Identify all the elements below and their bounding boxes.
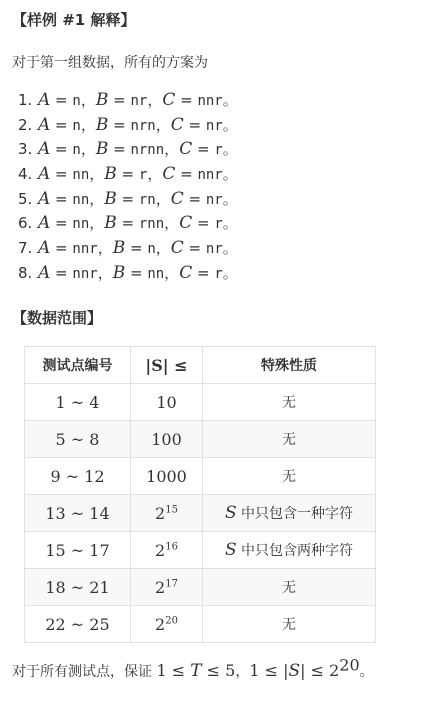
cell-cases: 5 ~ 8 xyxy=(25,421,131,458)
table-header-row xyxy=(25,347,376,384)
cell-limit: $2^{16}$ xyxy=(131,532,203,569)
list-item-number: 5. xyxy=(18,189,33,208)
scheme-a: nn xyxy=(72,167,90,184)
cell-limit: 100 xyxy=(131,421,203,458)
scheme-c: r xyxy=(214,216,223,233)
list-item: 2. A = n，B = nrn，C = nr。 xyxy=(18,113,238,138)
cell-limit: 10 xyxy=(131,384,203,421)
scheme-a: nnr xyxy=(72,265,98,282)
scheme-c: nr xyxy=(205,191,223,208)
cell-property: S 中只包含两种字符 xyxy=(203,532,376,569)
scheme-c: r xyxy=(214,265,223,282)
scheme-c: nr xyxy=(205,117,223,134)
scheme-b: rnn xyxy=(138,216,165,233)
cell-limit: 1000 xyxy=(131,458,203,495)
list-item: 5. A = nn，B = rn，C = nr。 xyxy=(18,187,238,212)
sample-intro-text: 对于第一组数据，所有的方案为 xyxy=(12,55,208,71)
cell-property: 无 xyxy=(203,421,376,458)
header-size-limit: |S| ≤ xyxy=(131,347,203,384)
cell-property: S 中只包含一种字符 xyxy=(203,495,376,532)
data-range-heading: 【数据范围】 xyxy=(12,309,103,327)
scheme-c: nr xyxy=(205,241,223,258)
header-test-case: 测试点编号 xyxy=(25,347,131,384)
list-item: 4. A = nn，B = r，C = nnr。 xyxy=(18,162,238,187)
table-row xyxy=(25,606,376,643)
cell-cases: 22 ~ 25 xyxy=(25,606,131,643)
table-row xyxy=(25,532,376,569)
list-item-number: 8. xyxy=(18,263,33,282)
list-item: 8. A = nnr，B = nn，C = r。 xyxy=(18,261,238,286)
list-item-number: 4. xyxy=(18,165,33,184)
constraint-text: 对于所有测试点，保证 1 ≤ T ≤ 5，$1 \le |S| \le 2^{20}$。 xyxy=(12,655,374,681)
table-row xyxy=(25,495,376,532)
list-item-number: 1. xyxy=(18,91,33,109)
data-range-table xyxy=(24,346,376,643)
table-row xyxy=(25,421,376,458)
scheme-a: n xyxy=(72,142,81,159)
list-item-number: 6. xyxy=(18,214,33,233)
scheme-b: nrnn xyxy=(130,142,165,159)
cell-property: 无 xyxy=(203,458,376,495)
table-row xyxy=(25,384,376,421)
list-item: 6. A = nn，B = rnn，C = r。 xyxy=(18,211,238,236)
table-row xyxy=(25,458,376,495)
list-item: 3. A = n，B = nrnn，C = r。 xyxy=(18,137,238,162)
cell-cases: 18 ~ 21 xyxy=(25,569,131,606)
scheme-b: nn xyxy=(147,265,165,282)
scheme-b: rn xyxy=(138,191,156,208)
scheme-list xyxy=(18,88,238,286)
cell-cases: 1 ~ 4 xyxy=(25,384,131,421)
list-item: 7. A = nnr，B = n，C = nr。 xyxy=(18,236,238,261)
scheme-c: nnr xyxy=(197,167,223,184)
list-item: 1. A = n，B = nr，C = nnr。 xyxy=(18,88,238,113)
scheme-a: n xyxy=(72,117,81,134)
scheme-a: nnr xyxy=(72,241,98,258)
cell-cases: 9 ~ 12 xyxy=(25,458,131,495)
scheme-b: n xyxy=(147,241,156,258)
scheme-b: r xyxy=(138,167,148,184)
cell-limit: $2^{15}$ xyxy=(131,495,203,532)
scheme-a: nn xyxy=(72,191,90,208)
cell-limit: $2^{20}$ xyxy=(131,606,203,643)
cell-property: 无 xyxy=(203,569,376,606)
sample-explanation-heading: 【样例 #1 解释】 xyxy=(12,11,136,29)
scheme-c: r xyxy=(214,142,223,159)
cell-property: 无 xyxy=(203,606,376,643)
list-item-number: 7. xyxy=(18,239,33,258)
cell-limit: $2^{17}$ xyxy=(131,569,203,606)
header-property: 特殊性质 xyxy=(203,347,376,384)
cell-cases: 15 ~ 17 xyxy=(25,532,131,569)
scheme-c: nnr xyxy=(197,93,223,109)
scheme-b: nr xyxy=(130,93,148,109)
cell-cases: 13 ~ 14 xyxy=(25,495,131,532)
scheme-b: nrn xyxy=(130,117,156,134)
list-item-number: 2. xyxy=(18,115,33,134)
table-row xyxy=(25,569,376,606)
scheme-a: nn xyxy=(72,216,90,233)
list-item-number: 3. xyxy=(18,140,33,159)
cell-property: 无 xyxy=(203,384,376,421)
scheme-a: n xyxy=(72,93,81,109)
